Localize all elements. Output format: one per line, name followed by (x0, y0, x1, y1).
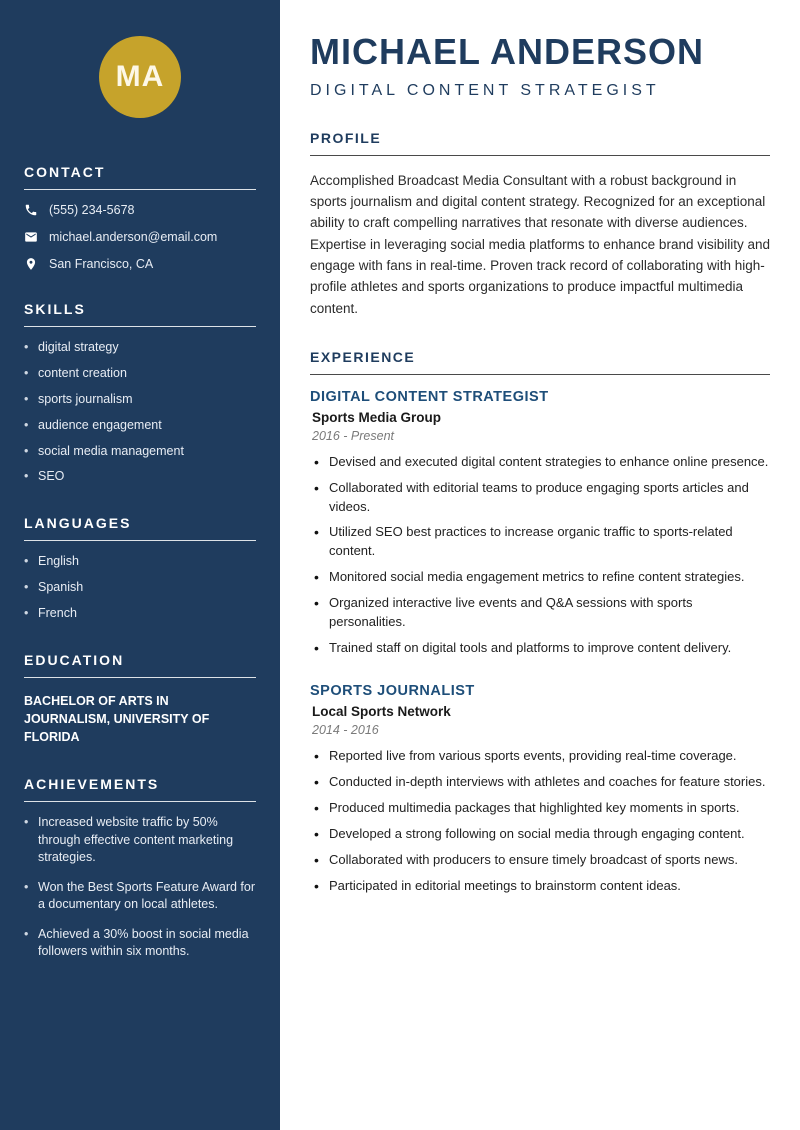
job-bullet: • Collaborated with producers to ensure timely broadcast of sports news. (314, 851, 770, 870)
job-bullet: • Utilized SEO best practices to increase organic traffic to sports-related content. (314, 523, 770, 561)
avatar-initials: MA (115, 60, 165, 93)
sidebar (0, 0, 280, 1130)
experience-heading: EXPERIENCE (310, 349, 770, 375)
job-dates: 2014 - 2016 (312, 723, 379, 738)
profile-heading: PROFILE (310, 130, 770, 156)
skill-item: • sports journalism (24, 391, 256, 408)
job-bullet: • Trained staff on digital tools and platforms to improve content delivery. (314, 639, 770, 658)
education-section (24, 652, 256, 746)
skills-section (24, 301, 256, 485)
job-bullet-list (314, 453, 770, 658)
job-company: Local Sports Network (312, 704, 451, 720)
job-company: Sports Media Group (312, 409, 442, 425)
languages-section (24, 515, 256, 622)
job-bullet: • Monitored social media engagement metrics to refine content strategies. (314, 568, 770, 587)
job-bullet: • Conducted in-depth interviews with athletes and coaches for feature stories. (314, 773, 770, 792)
education-heading: EDUCATION (24, 652, 256, 678)
job-role: DIGITAL CONTENT STRATEGIST (310, 388, 549, 405)
skill-item: • audience engagement (24, 417, 256, 434)
job-bullet-list (314, 747, 770, 895)
experience-job-1 (310, 389, 770, 658)
location-icon (24, 257, 38, 271)
job-bullet: • Developed a strong following on social media through engaging content. (314, 825, 770, 844)
contact-location (24, 257, 256, 271)
job-bullet: • Produced multimedia packages that highlighted key moments in sports. (314, 799, 770, 818)
main-content (280, 0, 800, 1130)
job-role: SPORTS JOURNALIST (310, 683, 475, 700)
job-bullet: • Participated in editorial meetings to brainstorm content ideas. (314, 877, 770, 896)
email-icon (24, 230, 38, 244)
skills-list (24, 339, 256, 485)
job-bullet: • Organized interactive live events and Q&A sessions with sports personalities. (314, 594, 770, 632)
job-bullet: • Devised and executed digital content strategies to enhance online presence. (314, 453, 770, 472)
profile-text: Accomplished Broadcast Media Consultant with a robust background in sports journalism and digital content strategy. Recognized for an exceptional ability to craft compelling narratives that resonate with diverse audiences. Expertise in leveraging social media platforms to enhance brand visibility and engage with fans in real-time. Proven track record of collaborating with high-profile athletes and sports organizations to produce impactful multimedia content. (310, 172, 770, 316)
achievement-item: • Increased website traffic by 50% through effective content marketing strategies. (24, 814, 256, 867)
avatar (99, 36, 181, 118)
experience-job-2 (310, 683, 770, 895)
education-degree: BACHELOR OF ARTS IN JOURNALISM, UNIVERSITY OF FLORIDA (24, 693, 210, 745)
achievements-list (24, 814, 256, 961)
achievements-heading: ACHIEVEMENTS (24, 776, 256, 802)
language-item: • English (24, 553, 256, 570)
achievements-section (24, 776, 256, 961)
person-name: MICHAEL ANDERSON (310, 31, 705, 72)
job-dates: 2016 - Present (312, 428, 394, 443)
job-bullet: • Reported live from various sports events, providing real-time coverage. (314, 747, 770, 766)
achievement-item: • Achieved a 30% boost in social media followers within six months. (24, 926, 256, 961)
language-item: • Spanish (24, 579, 256, 596)
skill-item: • social media management (24, 443, 256, 460)
contact-email-text: michael.anderson@email.com (49, 230, 218, 244)
languages-list (24, 553, 256, 622)
phone-icon (24, 203, 38, 217)
skill-item: • digital strategy (24, 339, 256, 356)
contact-heading: CONTACT (24, 164, 256, 190)
contact-phone (24, 203, 256, 217)
contact-section (24, 164, 256, 271)
skills-heading: SKILLS (24, 301, 256, 327)
job-bullet: • Collaborated with editorial teams to produce engaging sports articles and videos. (314, 479, 770, 517)
person-title: DIGITAL CONTENT STRATEGIST (310, 81, 660, 99)
contact-location-text: San Francisco, CA (49, 257, 154, 271)
language-item: • French (24, 605, 256, 622)
achievement-item: • Won the Best Sports Feature Award for a documentary on local athletes. (24, 879, 256, 914)
languages-heading: LANGUAGES (24, 515, 256, 541)
contact-email (24, 230, 256, 244)
skill-item: • content creation (24, 365, 256, 382)
skill-item: • SEO (24, 468, 256, 485)
contact-phone-text: (555) 234-5678 (49, 203, 135, 217)
